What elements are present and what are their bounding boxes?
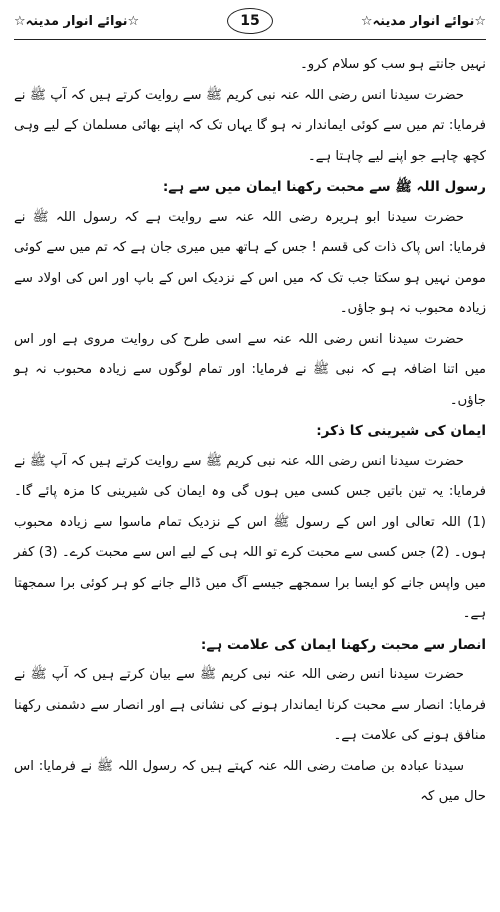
section-heading: انصار سے محبت رکھنا ایمان کی علامت ہے: — [200, 636, 486, 653]
paragraph: حضرت سیدنا انس رضی اللہ عنہ نبی کریم ﷺ سے بیان کرتے ہیں کہ آپ ﷺ نے فرمایا: انصار سے محبت کرنا ایماندار ہونے کی نشانی ہے اور انصار سے دشمنی رکھنا منافق ہونے کی علامت ہے۔ — [14, 667, 486, 743]
header-title-right: ☆نوائے انوار مدینہ☆ — [360, 13, 486, 29]
paragraph: نہیں جانتے ہو سب کو سلام کرو۔ — [299, 57, 486, 72]
header-title-left: ☆نوائے انوار مدینہ☆ — [14, 13, 140, 29]
page-header — [14, 6, 486, 40]
paragraph: حضرت سیدنا انس رضی اللہ عنہ نبی کریم ﷺ سے روایت کرتے ہیں کہ آپ ﷺ نے فرمایا: یہ تین باتیں جس کسی میں ہوں گی وہ ایمان کی شیرینی کا مزہ پائے گا۔ (1) اللہ تعالی اور اس کے رسول ﷺ اس کے نزدیک تمام ماسوا سے زیادہ محبوب ہوں۔ (2) جس کسی سے محبت کرے تو اللہ ہی کے لیے اس سے محبت کرے۔ (3) کفر میں واپس جانے کو ایسا برا سمجھے جیسے آگ میں ڈالے جانے کو ہر کوئی برا سمجھتا ہے۔ — [14, 453, 486, 621]
page-body — [14, 40, 486, 813]
section-heading: رسول اللہ ﷺ سے محبت رکھنا ایمان میں سے ہے: — [162, 179, 486, 195]
paragraph: حضرت سیدنا انس رضی اللہ عنہ سے اسی طرح کی روایت مروی ہے اور اس میں اتنا اضافہ ہے کہ نبی ﷺ نے فرمایا: اور تمام لوگوں سے زیادہ محبوب نہ ہو جاؤں۔ — [14, 331, 486, 408]
paragraph: حضرت سیدنا انس رضی اللہ عنہ نبی کریم ﷺ سے روایت کرتے ہیں کہ آپ ﷺ نے فرمایا: تم میں سے کوئی ایماندار نہ ہو گا یہاں تک کہ اپنے بھائی مسلمان کے لیے وہی کچھ چاہے جو اپنے لیے چاہتا ہے۔ — [14, 87, 486, 164]
page-number: 15 — [227, 8, 273, 34]
section-heading: ایمان کی شیرینی کا ذکر: — [316, 423, 486, 439]
paragraph: سیدنا عبادہ بن صامت رضی اللہ عنہ کہتے ہیں کہ رسول اللہ ﷺ نے فرمایا: اس حال میں کہ — [14, 758, 486, 804]
paragraph: حضرت سیدنا ابو ہریرہ رضی اللہ عنہ سے روایت ہے کہ رسول اللہ ﷺ نے فرمایا: اس پاک ذات کی قسم ! جس کے ہاتھ میں میری جان ہے کہ تم میں سے کوئی مومن نہیں ہو سکتا جب تک کہ میں اس کے نزدیک اس کے باپ اور اس کی اولاد سے زیادہ محبوب نہ ہو جاؤں۔ — [14, 209, 486, 316]
